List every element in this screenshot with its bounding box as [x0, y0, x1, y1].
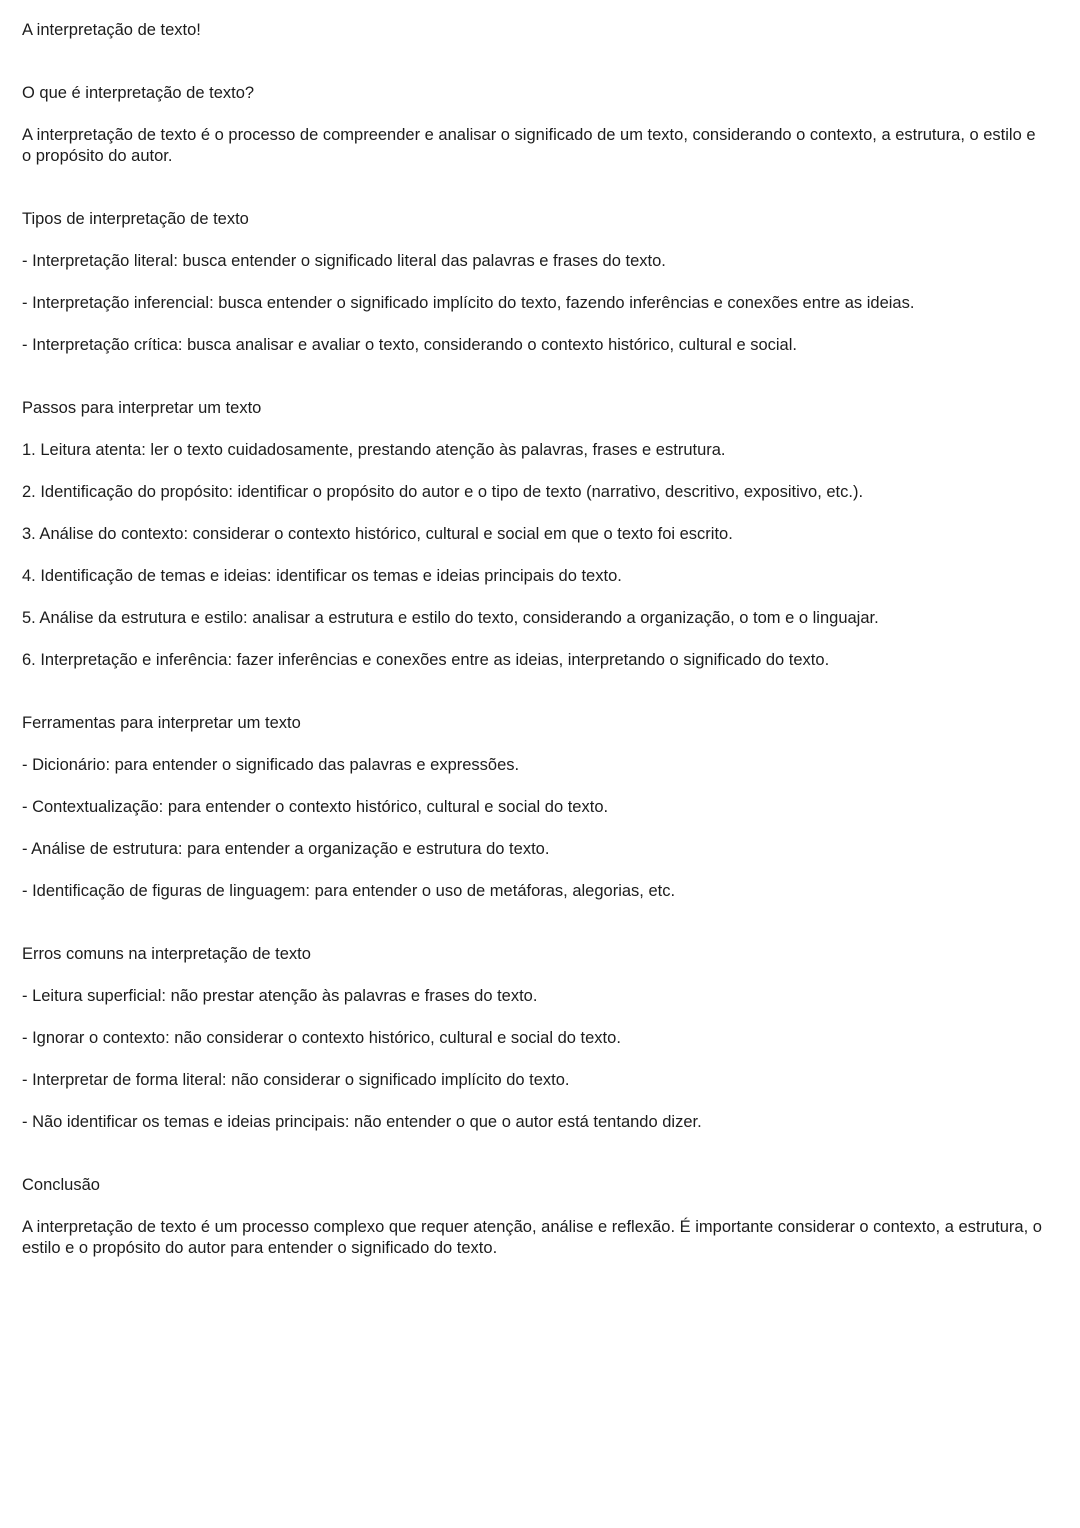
paragraph: - Identificação de figuras de linguagem: para entender o uso de metáforas, alegorias, etc. — [22, 882, 676, 900]
paragraph: 6. Interpretação e inferência: fazer inferências e conexões entre as ideias, interpretando o significado do texto. — [22, 651, 830, 669]
section — [22, 209, 1042, 356]
paragraph: - Não identificar os temas e ideias principais: não entender o que o autor está tentando dizer. — [22, 1113, 702, 1131]
section — [22, 1175, 1042, 1259]
paragraph: 2. Identificação do propósito: identificar o propósito do autor e o tipo de texto (narrativo, descritivo, expositivo, etc.). — [22, 483, 864, 501]
paragraph: 4. Identificação de temas e ideias: identificar os temas e ideias principais do texto. — [22, 567, 622, 585]
section-heading: Tipos de interpretação de texto — [22, 210, 249, 228]
paragraph: - Análise de estrutura: para entender a organização e estrutura do texto. — [22, 840, 550, 858]
paragraph: 3. Análise do contexto: considerar o contexto histórico, cultural e social em que o texto foi escrito. — [22, 525, 733, 543]
paragraph: - Contextualização: para entender o contexto histórico, cultural e social do texto. — [22, 798, 609, 816]
section — [22, 713, 1042, 902]
paragraph: A interpretação de texto é um processo complexo que requer atenção, análise e reflexão. É importante considerar o contexto, a estrutura, o estilo e o propósito do autor para entender o significado do texto. — [22, 1218, 1042, 1257]
document-title: A interpretação de texto! — [22, 21, 201, 39]
section-heading: Passos para interpretar um texto — [22, 399, 262, 417]
paragraph: - Interpretação crítica: busca analisar e avaliar o texto, considerando o contexto histórico, cultural e social. — [22, 336, 797, 354]
paragraph: 5. Análise da estrutura e estilo: analisar a estrutura e estilo do texto, considerando a organização, o tom e o linguajar. — [22, 609, 879, 627]
paragraph: A interpretação de texto é o processo de compreender e analisar o significado de um texto, considerando o contexto, a estrutura, o estilo e o propósito do autor. — [22, 126, 1036, 165]
paragraph: - Interpretação literal: busca entender o significado literal das palavras e frases do texto. — [22, 252, 666, 270]
section — [22, 398, 1042, 671]
section-heading: Ferramentas para interpretar um texto — [22, 714, 301, 732]
paragraph: - Dicionário: para entender o significado das palavras e expressões. — [22, 756, 520, 774]
paragraph: - Ignorar o contexto: não considerar o contexto histórico, cultural e social do texto. — [22, 1029, 621, 1047]
section-heading: O que é interpretação de texto? — [22, 84, 255, 102]
paragraph: - Interpretação inferencial: busca entender o significado implícito do texto, fazendo inferências e conexões entre as ideias. — [22, 294, 915, 312]
paragraph: 1. Leitura atenta: ler o texto cuidadosamente, prestando atenção às palavras, frases e estrutura. — [22, 441, 726, 459]
section-heading: Conclusão — [22, 1176, 100, 1194]
paragraph: - Leitura superficial: não prestar atenção às palavras e frases do texto. — [22, 987, 538, 1005]
paragraph: - Interpretar de forma literal: não considerar o significado implícito do texto. — [22, 1071, 570, 1089]
section-heading: Erros comuns na interpretação de texto — [22, 945, 311, 963]
section — [22, 944, 1042, 1133]
section — [22, 83, 1042, 167]
